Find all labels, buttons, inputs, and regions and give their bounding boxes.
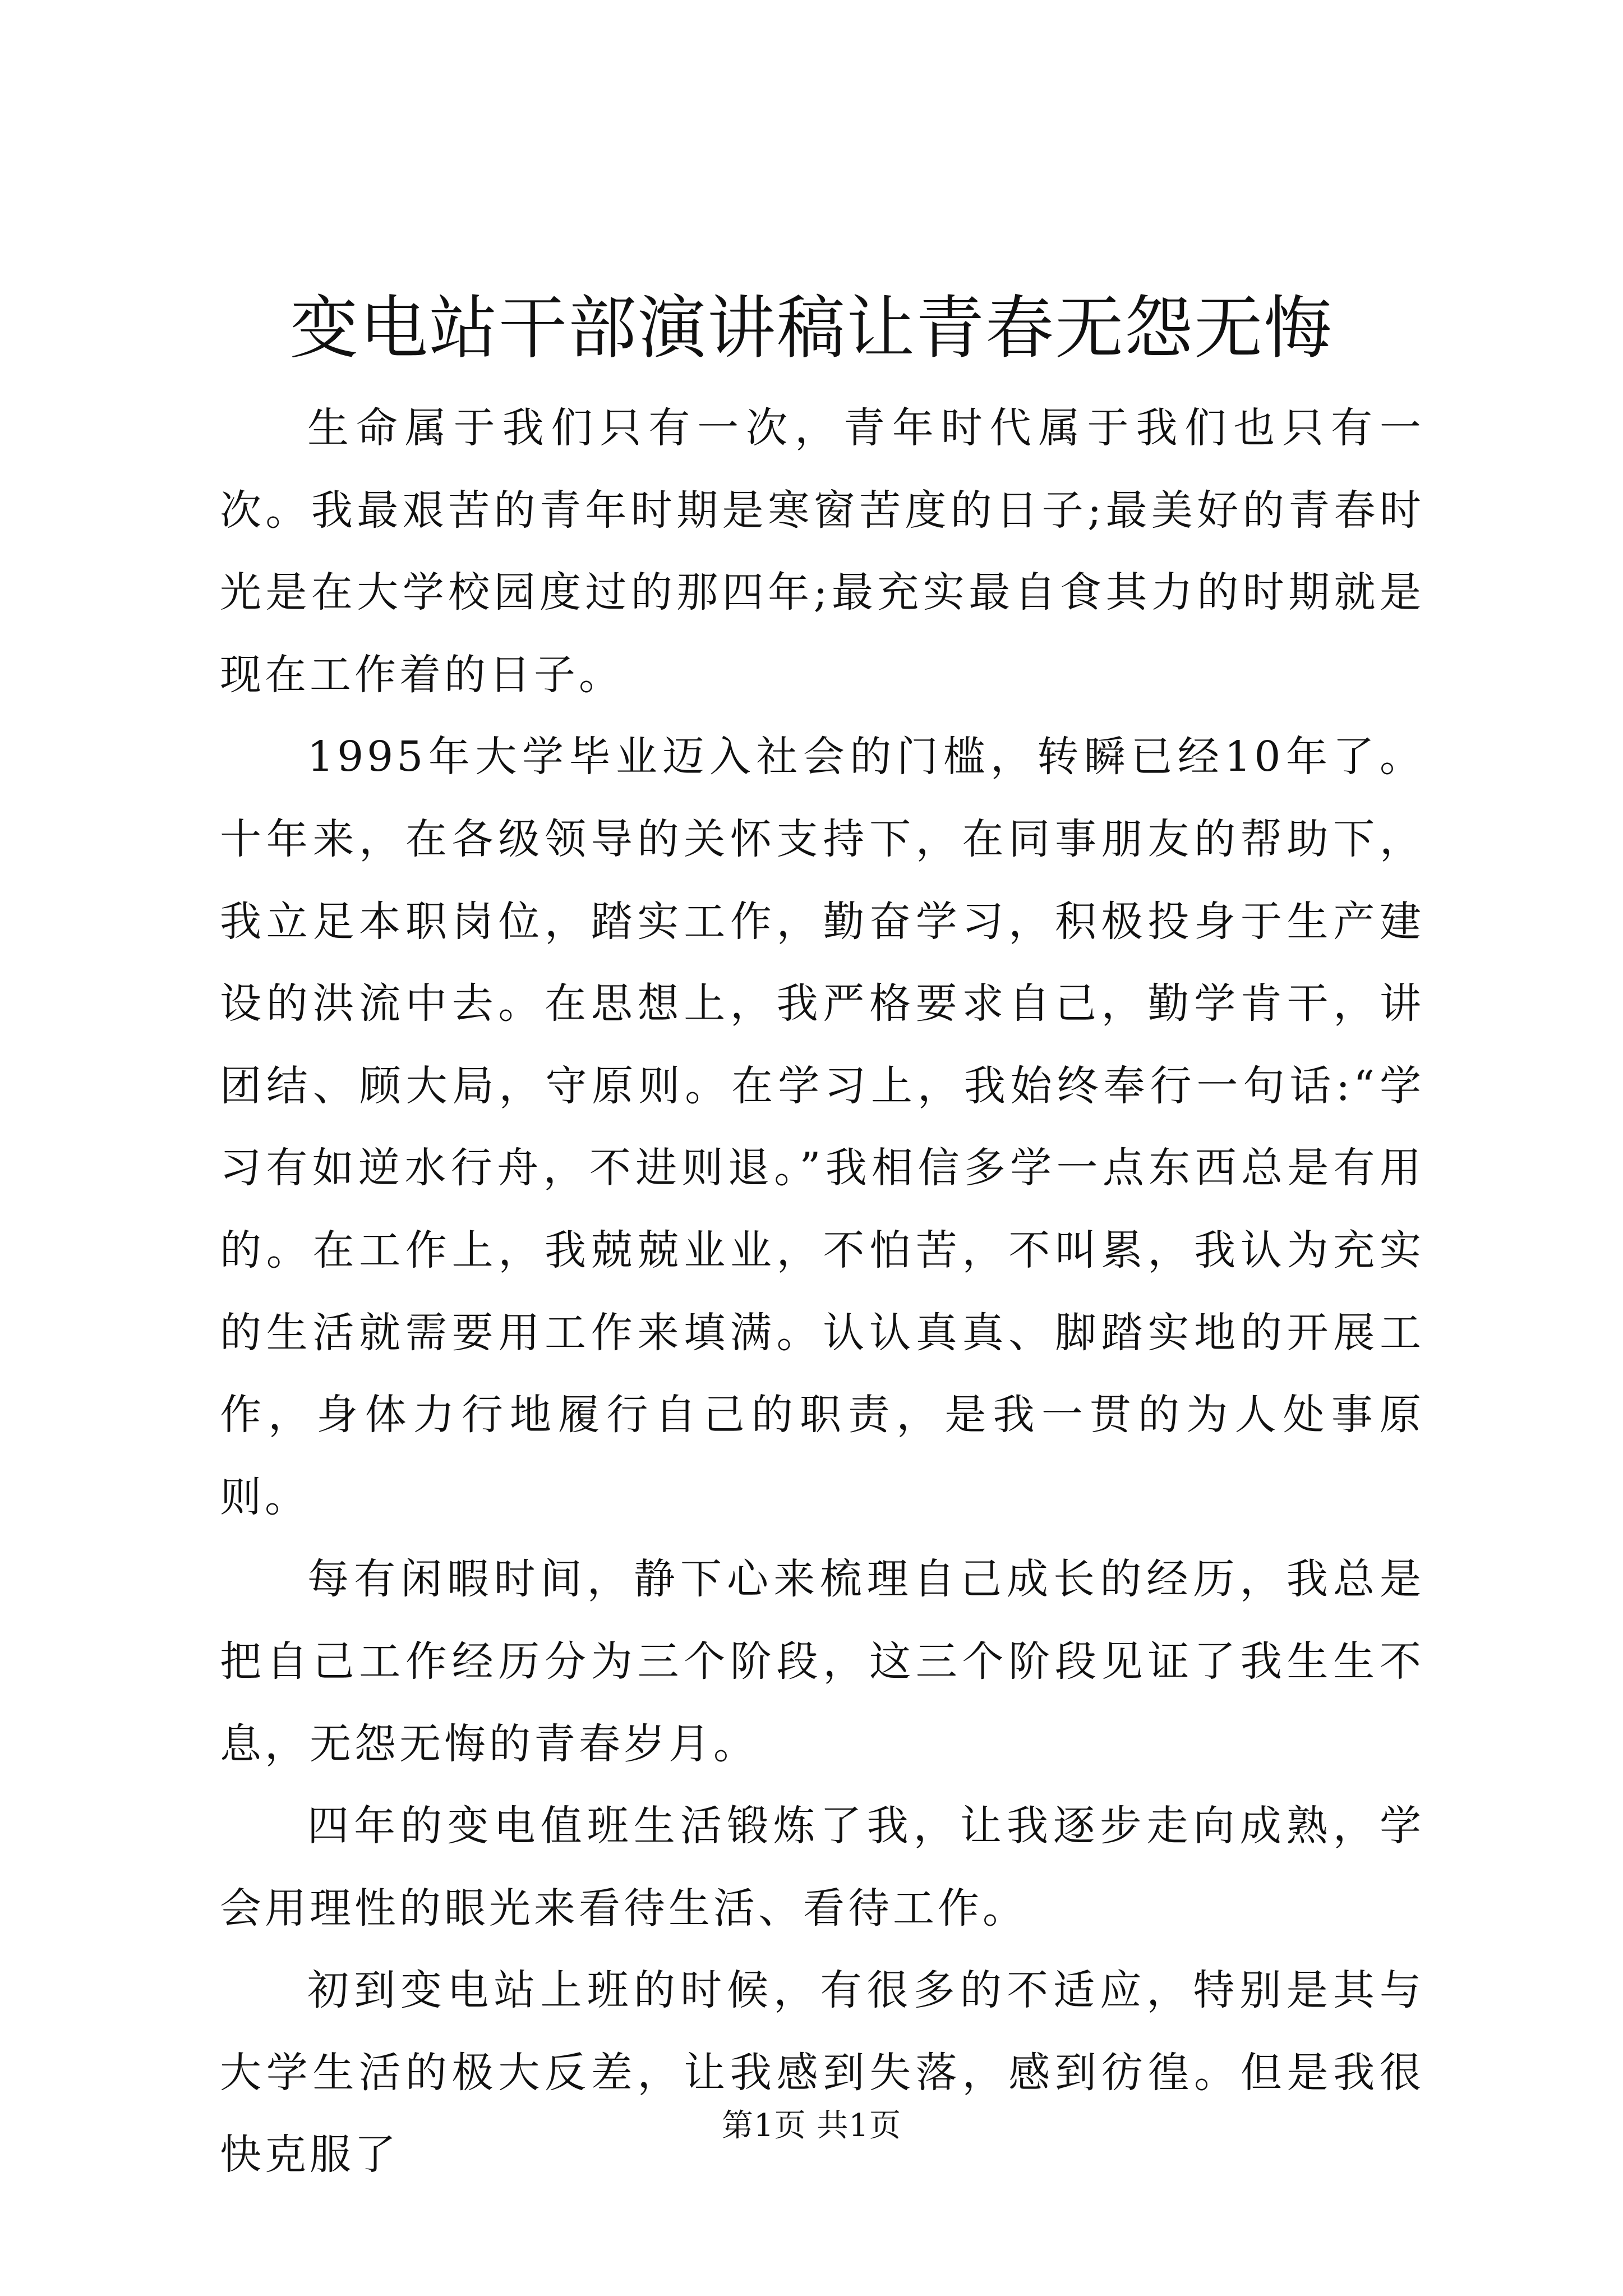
paragraph: 1995年大学毕业迈入社会的门槛，转瞬已经10年了。十年来，在各级领导的关怀支持下，在同事朋友的帮助下，我立足本职岗位，踏实工作，勤奋学习，积极投身于生产建设的洪流中去。在思想上，我严格要求自己，勤学肯干，讲团结、顾大局，守原则。在学习上，我始终奉行一句话:“学习有如逆水行舟，不进则退。”我相信多学一点东西总是有用的。在工作上，我兢兢业业，不怕苦，不叫累，我认为充实的生活就需要用工作来填满。认认真真、脚踏实地的开展工作，身体力行地履行自己的职责，是我一贯的为人处事原则。 [220,733,1424,1521]
document-title: 变电站干部演讲稿让青春无怨无悔 [290,288,1333,368]
paragraph: 每有闲暇时间，静下心来梳理自己成长的经历，我总是把自己工作经历分为三个阶段，这三个阶段见证了我生生不息，无怨无悔的青春岁月。 [220,1555,1424,1768]
page-footer: 第1页 共1页 [721,2108,902,2144]
document-body [220,387,1424,2196]
paragraph: 初到变电站上班的时候，有很多的不适应，特别是其与大学生活的极大反差，让我感到失落，感到彷徨。但是我很快克服了 [220,1966,1424,2179]
paragraph: 四年的变电值班生活锻炼了我，让我逐步走向成熟，学会用理性的眼光来看待生活、看待工作。 [220,1802,1424,1932]
paragraph: 生命属于我们只有一次，青年时代属于我们也只有一次。我最艰苦的青年时期是寒窗苦度的日子;最美好的青春时光是在大学校园度过的那四年;最充实最自食其力的时期就是现在工作着的日子。 [220,404,1424,699]
